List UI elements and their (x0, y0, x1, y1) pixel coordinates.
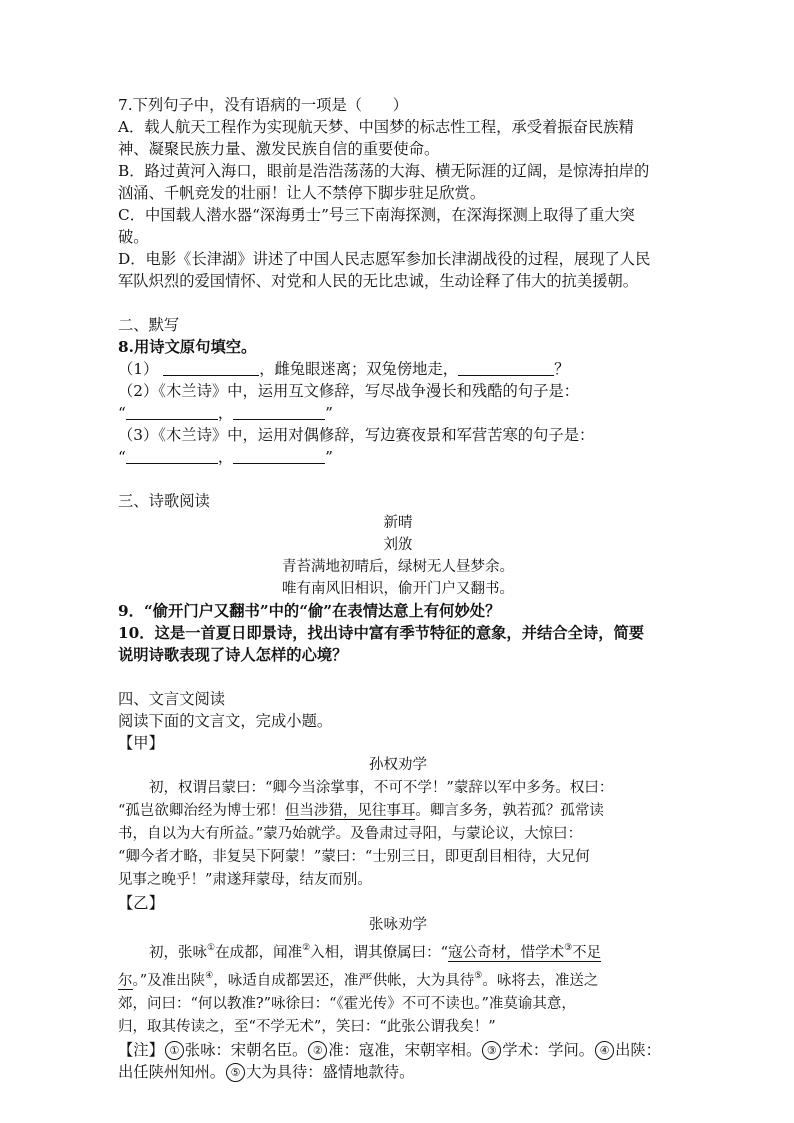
passage-b-text: 在成都，闻准 (215, 945, 303, 961)
passage-b-line2 (118, 965, 678, 993)
q8-item3: （3）《木兰诗》中，运用对偶修辞，写边赛夜景和军营苦寒的句子是： (118, 426, 595, 444)
passage-a-line3: 书，自以为大有所益。”蒙乃始就学。及鲁肃过寻阳，与蒙论议，大惊曰： (118, 826, 583, 842)
note-text: 出陕： (615, 1041, 661, 1059)
q7-option-d-line1: D．电影《长津湖》讲述了中国人民志愿军参加长津湖战役的过程，展现了人民 (118, 250, 651, 268)
q8-item2: （2）《木兰诗》中，运用互文修辞，写尽战争漫长和残酷的句子是： (118, 382, 579, 400)
answer-blank[interactable] (126, 405, 218, 420)
footnote-mark: ③ (564, 943, 573, 953)
passage-a-label: 【甲】 (118, 734, 164, 752)
q7-stem: 7.下列句子中，没有语病的一项是（ ） (118, 96, 408, 114)
passage-b-line1 (118, 937, 678, 965)
q8-item3-answer (118, 446, 678, 468)
spacer (118, 666, 678, 688)
note-number: ② (308, 1041, 327, 1060)
quote-close: ” (325, 448, 333, 466)
answer-blank[interactable] (233, 405, 325, 420)
comma: ， (217, 448, 234, 466)
q8-item1 (118, 358, 678, 380)
quote-open: “ (118, 448, 126, 466)
q7-option-b-line2: 汹涌、千帆竞发的壮丽！让人不禁停下脚步驻足欣赏。 (118, 184, 486, 202)
q7-option-a-line1: A．载人航天工程作为实现航天梦、中国梦的标志性工程，承受着振奋民族精 (118, 118, 634, 136)
q8-item2-answer (118, 402, 678, 424)
exam-page (118, 94, 678, 1083)
note-number: ③ (482, 1041, 501, 1060)
underlined-text: 不足 (572, 945, 602, 961)
poem-title: 新晴 (383, 515, 413, 531)
answer-blank[interactable] (126, 449, 218, 464)
footnote-mark: ① (207, 943, 216, 953)
section-heading-poetry: 三、诗歌阅读 (118, 492, 210, 510)
passage-a-text: 。卿言多务，孰若孤？孤常读 (415, 803, 604, 819)
note-number: ① (165, 1041, 184, 1060)
passage-a-line5: 见事之晚乎！”肃遂拜蒙母，结友而别。 (118, 872, 372, 888)
quote-close: ” (325, 404, 333, 422)
q10-line2: 说明诗歌表现了诗人怎样的心境？ (118, 646, 348, 664)
classical-intro: 阅读下面的文言文，完成小题。 (118, 712, 333, 730)
note-number: ④ (595, 1041, 614, 1060)
notes-line1 (118, 1039, 678, 1061)
q7-option-c-line2: 破。 (118, 228, 149, 246)
note-text: 学术：学问。 (502, 1041, 595, 1059)
q8-item1-text: ，雌兔眼迷离；双兔傍地走， (259, 360, 459, 378)
q7-option-c-line1: C．中国载人潜水器“深海勇士”号三下南海探测，在深海探测上取得了重大突 (118, 206, 635, 224)
poem-author: 刘攽 (383, 537, 413, 553)
q8-item1-end: ？ (554, 360, 570, 378)
answer-blank[interactable] (163, 361, 259, 376)
q7-option-b-line1: B．路过黄河入海口，眼前是浩浩荡荡的大海、横无际涯的辽阔，是惊涛拍岸的 (118, 162, 650, 180)
notes-label: 【注】 (118, 1041, 164, 1059)
note-number: ⑤ (226, 1063, 245, 1082)
passage-a-title: 孙权劝学 (369, 757, 427, 773)
note-text: 张咏：宋朝名臣。 (184, 1041, 308, 1059)
poem-line-1: 青苔满地初晴后，绿树无人昼梦余。 (282, 559, 514, 575)
answer-blank[interactable] (233, 449, 325, 464)
note-text: 出任陕州知州。 (118, 1063, 226, 1081)
passage-a-text: “孤岂欲卿治经为博士邪！ (118, 803, 285, 819)
passage-b-text: 初，张咏 (149, 945, 207, 961)
spacer (118, 292, 678, 314)
footnote-mark: ⑤ (474, 971, 483, 981)
passage-b-text: 。咏将去，准送之 (482, 973, 599, 989)
answer-blank[interactable] (458, 361, 554, 376)
passage-b-title: 张咏劝学 (369, 917, 427, 933)
footnote-mark: ④ (205, 971, 214, 981)
q8-stem: 8.用诗文原句填空。 (118, 338, 257, 356)
passage-b-text: 入相，谓其僚属曰：“ (310, 945, 449, 961)
spacer (118, 468, 678, 490)
q8-item1-number: （1） (118, 360, 159, 378)
q10-line1: 10．这是一首夏日即景诗，找出诗中富有季节特征的意象，并结合全诗，简要 (118, 624, 645, 642)
passage-b-label: 【乙】 (118, 894, 164, 912)
passage-b-text: ，咏适自成都罢还，准严供帐，大为具待 (213, 973, 475, 989)
underlined-sentence (448, 945, 601, 962)
passage-b-text: 。”及准出陕 (132, 973, 206, 989)
passage-b-line4: 归，取其传读之，至“不学无术”，笑曰：“此张公谓我矣！” (118, 1019, 496, 1035)
passage-a-line1: 初，权谓吕蒙曰：“卿今当涂掌事，不可不学！”蒙辞以军中多务。权曰： (149, 780, 614, 796)
q9: 9．“偷开门户又翻书”中的“偷”在表情达意上有何妙处？ (118, 602, 501, 620)
note-text: 准：寇准，宋朝宰相。 (328, 1041, 482, 1059)
footnote-mark: ② (302, 943, 311, 953)
passage-a-line4: “卿今者才略，非复吴下阿蒙！”蒙曰：“士别三日，即更刮目相待，大兄何 (118, 849, 590, 865)
underlined-text: 尔 (118, 973, 133, 989)
underlined-text: 寇公奇材，惜学术 (448, 945, 565, 961)
poem-line-2: 唯有南风旧相识，偷开门户又翻书。 (282, 581, 514, 597)
notes-line2 (118, 1061, 678, 1083)
passage-b-line3: 郊，问曰：“何以教准?”咏徐曰：“《霍光传》不可不读也。”准莫谕其意， (118, 996, 576, 1012)
underlined-sentence: 但当涉猎，见往事耳 (284, 803, 416, 819)
quote-open: “ (118, 404, 126, 422)
comma: ， (217, 404, 234, 422)
q7-option-a-line2: 神、凝聚民族力量、激发民族自信的重要使命。 (118, 140, 440, 158)
passage-a-line2 (118, 800, 678, 823)
section-heading-classical: 四、文言文阅读 (118, 690, 226, 708)
q7-option-d-line2: 军队炽烈的爱国情怀、对党和人民的无比忠诚，生动诠释了伟大的抗美援朝。 (118, 272, 639, 290)
section-heading-dictation: 二、默写 (118, 316, 180, 334)
note-text: 大为具待：盛情地款待。 (246, 1063, 415, 1081)
